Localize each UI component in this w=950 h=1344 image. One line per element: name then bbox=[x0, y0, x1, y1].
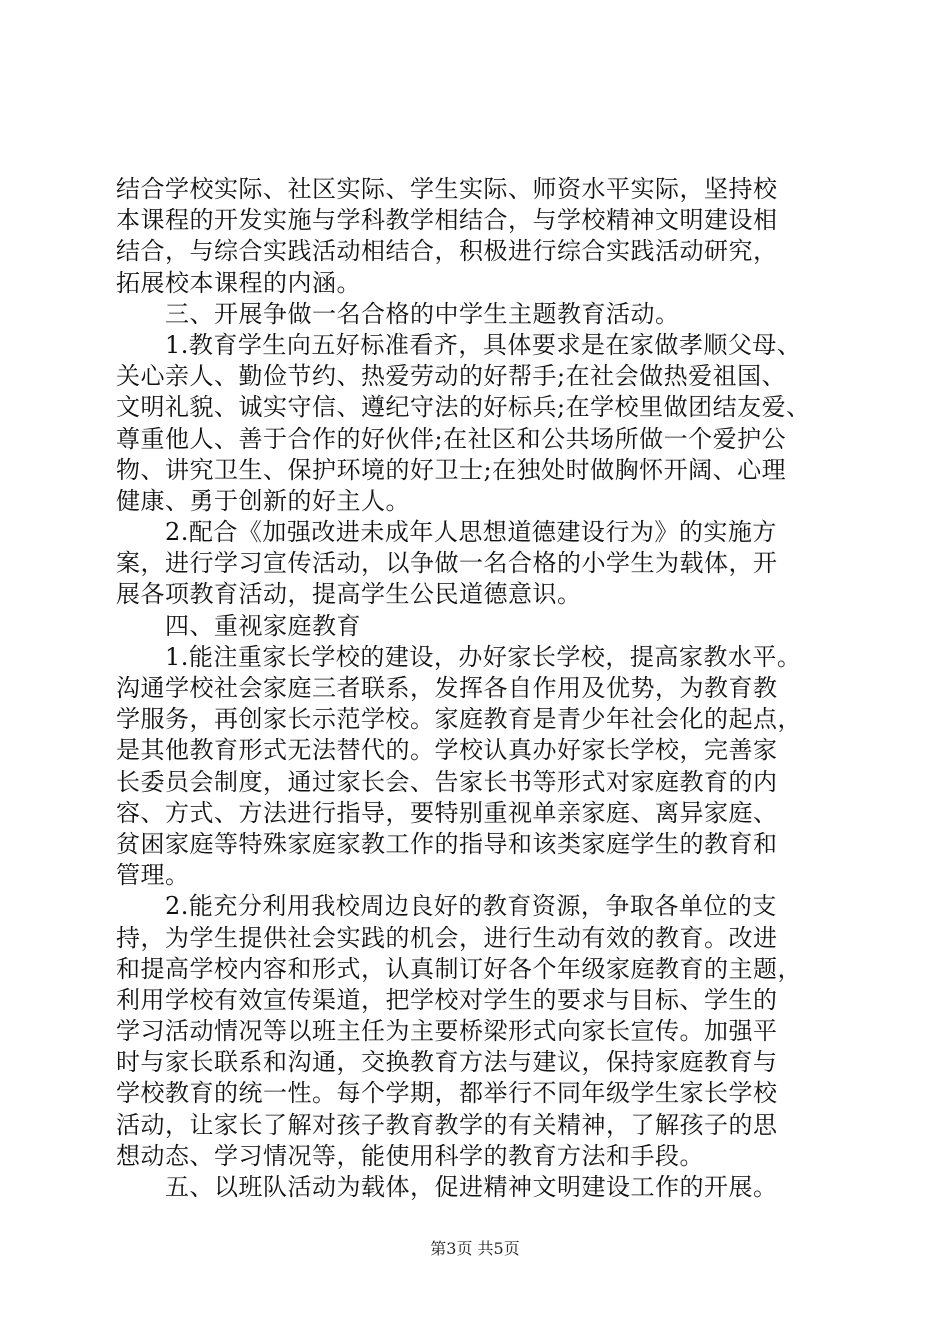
document-body bbox=[116, 174, 838, 1203]
section-heading-5: 五、以班队活动为载体，促进精神文明建设工作的开展。 bbox=[116, 1173, 778, 1201]
text-line: 学服务，再创家长示范学校。家庭教育是青少年社会化的起点， bbox=[116, 705, 802, 734]
text-line: 沟通学校社会家庭三者联系，发挥各自作用及优势，为教育教 bbox=[116, 674, 778, 702]
text-line: 活动，让家长了解对孩子教育教学的有关精神，了解孩子的思 bbox=[116, 1110, 778, 1139]
text-line: 拓展校本课程的内涵。 bbox=[116, 268, 361, 297]
text-line: 学校教育的统一性。每个学期，都举行不同年级学生家长学校 bbox=[116, 1079, 778, 1108]
text-line: 展各项教育活动，提高学生公民道德意识。 bbox=[116, 580, 582, 609]
text-line: 关心亲人、勤俭节约、热爱劳动的好帮手;在社会做热爱祖国、 bbox=[116, 362, 787, 391]
text-line: 学习活动情况等以班主任为主要桥梁形式向家长宣传。加强平 bbox=[116, 1017, 778, 1046]
section-heading-4: 四、重视家庭教育 bbox=[116, 611, 361, 640]
text-line: 1.能注重家长学校的建设，办好家长学校，提高家教水平。 bbox=[116, 642, 802, 671]
text-line: 案，进行学习宣传活动，以争做一名合格的小学生为载体，开 bbox=[116, 549, 778, 578]
text-line: 2.能充分利用我校周边良好的教育资源，争取各单位的支 bbox=[116, 892, 777, 921]
text-line: 长委员会制度，通过家长会、告家长书等形式对家庭教育的内 bbox=[116, 767, 778, 796]
text-line: 结合，与综合实践活动相结合，积极进行综合实践活动研究， bbox=[116, 237, 778, 266]
text-line: 1.教育学生向五好标准看齐，具体要求是在家做孝顺父母、 bbox=[116, 330, 802, 359]
text-line: 本课程的开发实施与学科教学相结合，与学校精神文明建设相 bbox=[116, 206, 778, 235]
text-line: 结合学校实际、社区实际、学生实际、师资水平实际，坚持校 bbox=[116, 175, 778, 203]
page-number-footer: 第3页 共5页 bbox=[430, 1239, 520, 1258]
text-line: 持，为学生提供社会实践的机会，进行生动有效的教育。改进 bbox=[116, 923, 778, 952]
text-line: 健康、勇于创新的好主人。 bbox=[116, 486, 410, 515]
text-line: 文明礼貌、诚实守信、遵纪守法的好标兵;在学校里做团结友爱、 bbox=[116, 393, 811, 422]
text-line: 2.配合《加强改进未成年人思想道德建设行为》的实施方 bbox=[116, 518, 777, 547]
section-heading-3: 三、开展争做一名合格的中学生主题教育活动。 bbox=[116, 299, 680, 328]
text-line: 贫困家庭等特殊家庭家教工作的指导和该类家庭学生的教育和 bbox=[116, 829, 778, 858]
text-line: 和提高学校内容和形式，认真制订好各个年级家庭教育的主题， bbox=[116, 954, 802, 983]
text-line: 管理。 bbox=[116, 861, 190, 890]
text-line: 想动态、学习情况等，能使用科学的教育方法和手段。 bbox=[116, 1141, 704, 1170]
text-line: 利用学校有效宣传渠道，把学校对学生的要求与目标、学生的 bbox=[116, 985, 778, 1014]
text-line: 是其他教育形式无法替代的。学校认真办好家长学校，完善家 bbox=[116, 736, 778, 765]
text-line: 尊重他人、善于合作的好伙伴;在社区和公共场所做一个爱护公 bbox=[116, 424, 787, 453]
text-line: 时与家长联系和沟通，交换教育方法与建议，保持家庭教育与 bbox=[116, 1048, 778, 1077]
text-line: 物、讲究卫生、保护环境的好卫士;在独处时做胸怀开阔、心理 bbox=[116, 455, 787, 484]
text-line: 容、方式、方法进行指导，要特别重视单亲家庭、离异家庭、 bbox=[116, 798, 778, 827]
